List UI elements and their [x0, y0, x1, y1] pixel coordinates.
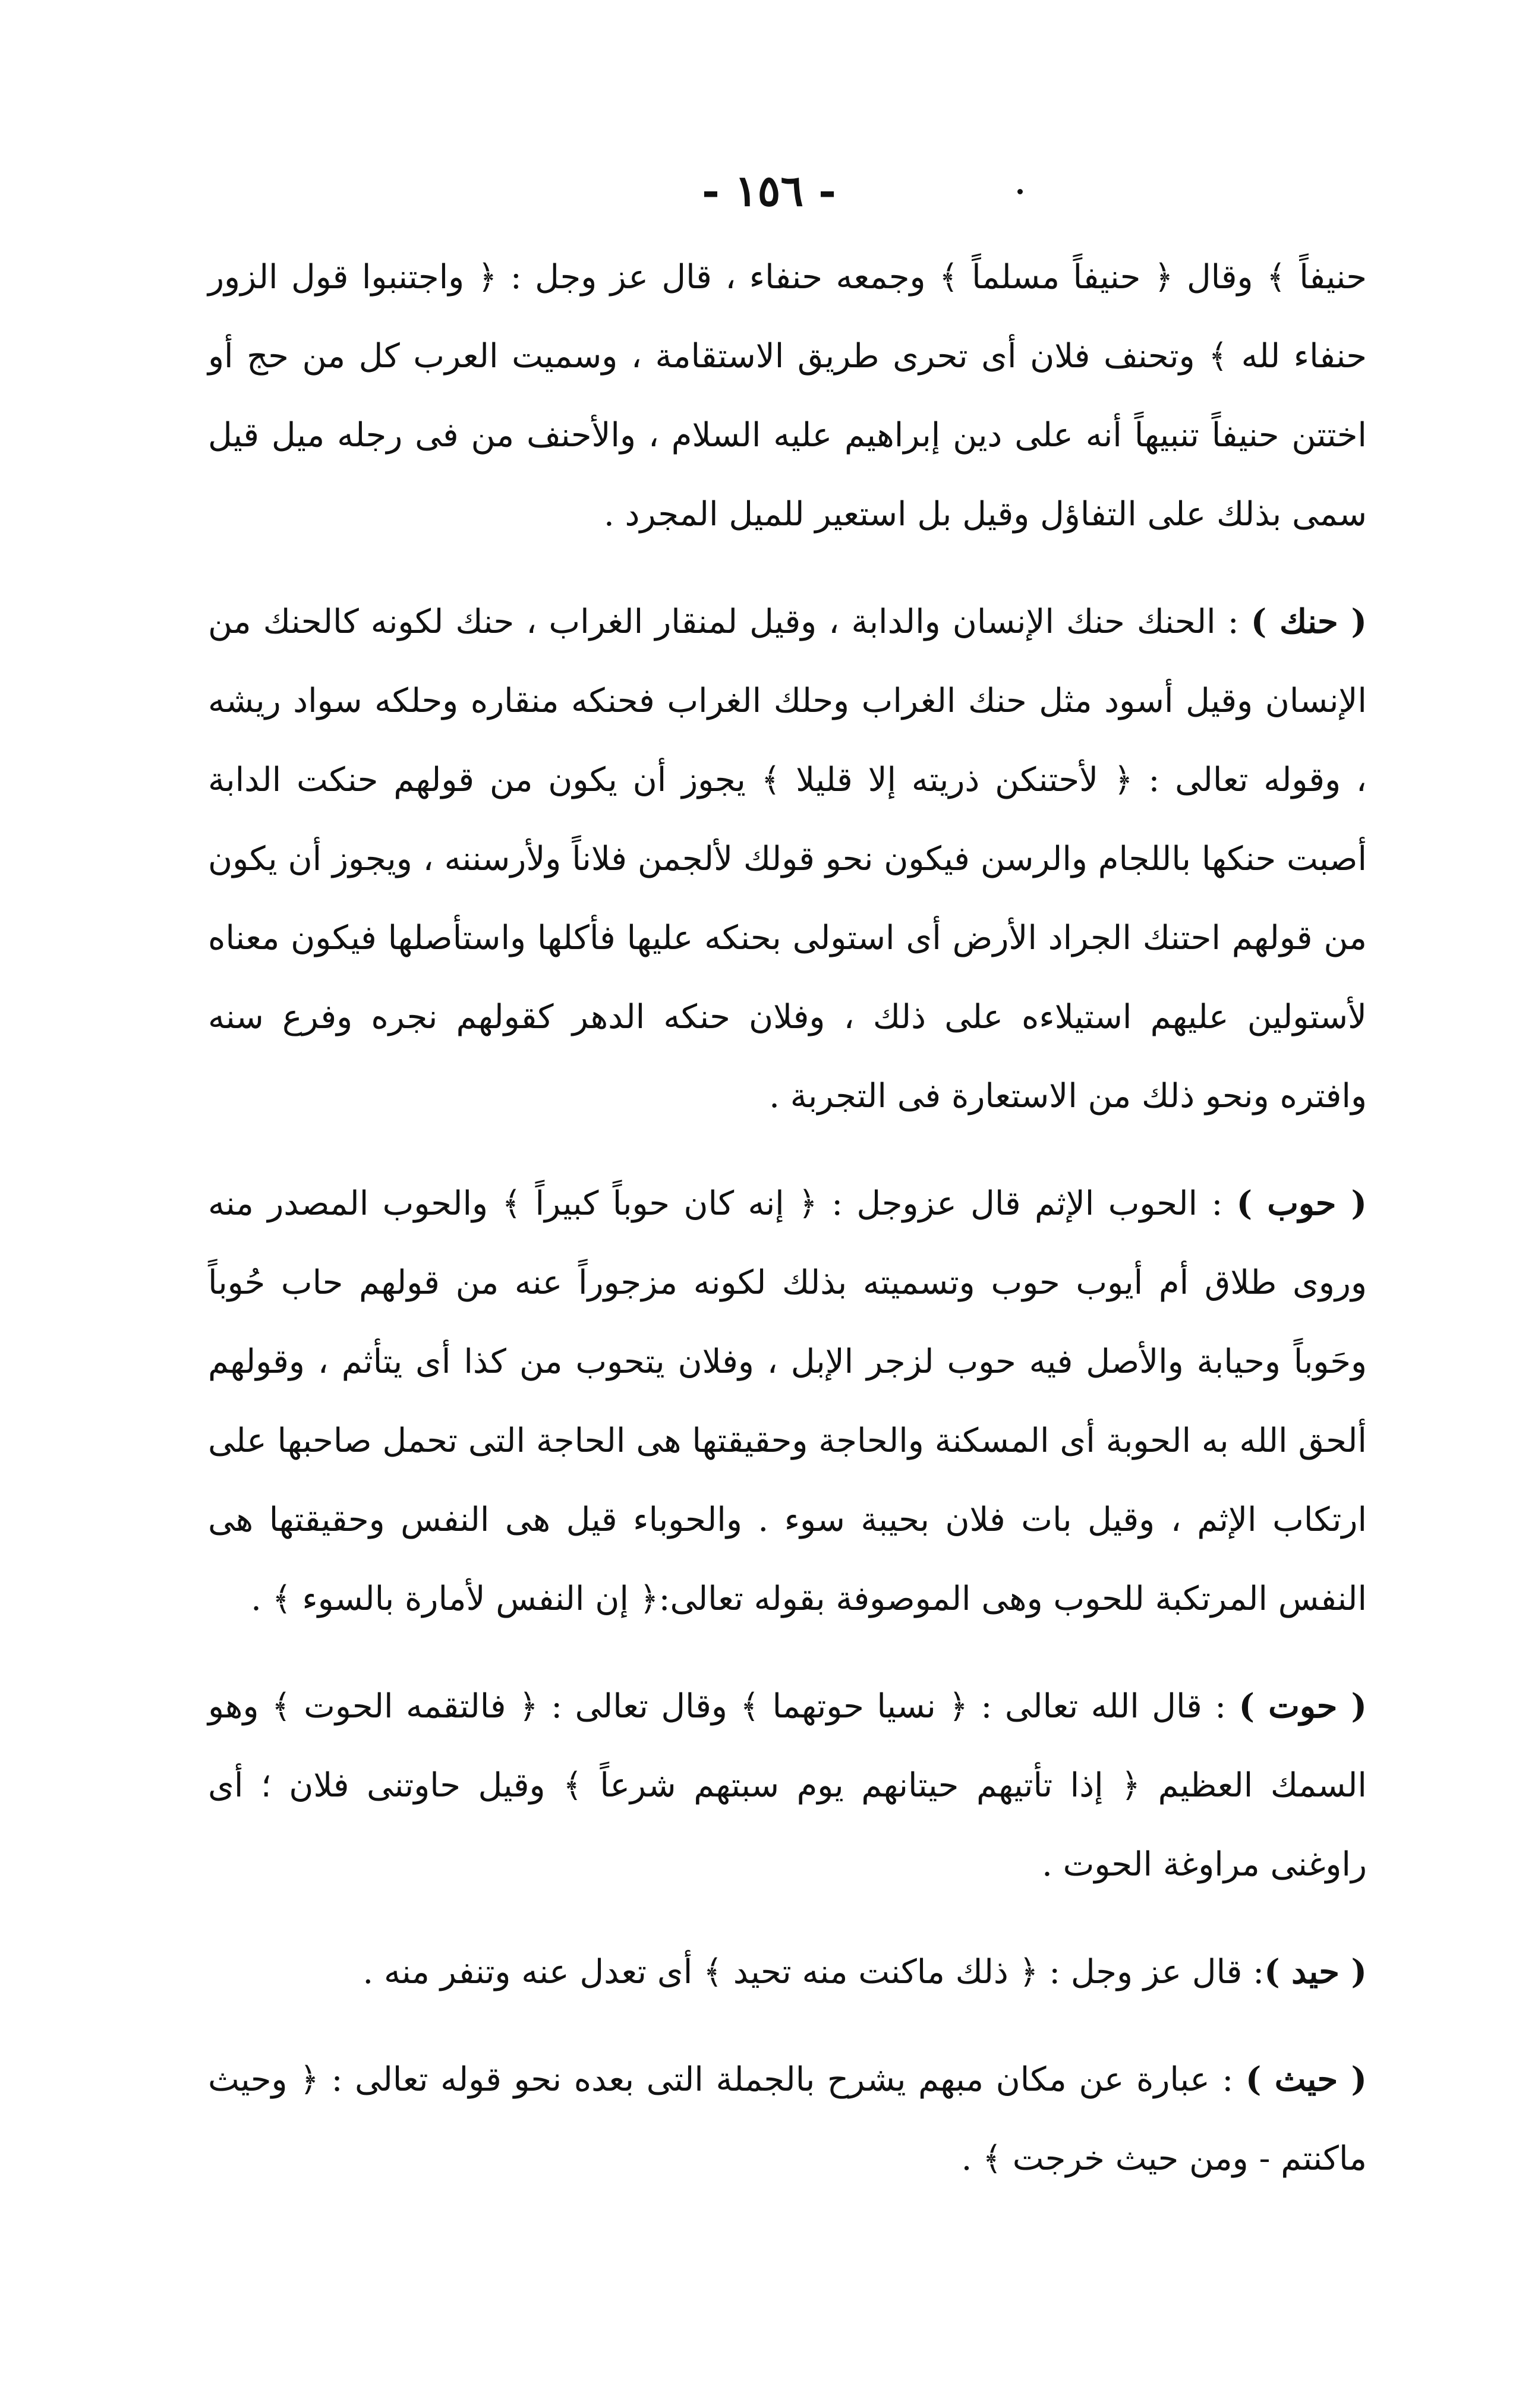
- entry-text: : عبارة عن مكان مبهم يشرح بالجملة التى بعده نحو قوله تعالى : ﴿ وحيث ماكنتم - ومن حيث خرجت ﴾ .: [208, 2060, 1367, 2178]
- entry-headword: ( حيد ): [1264, 1952, 1367, 1991]
- entry-haythu: [208, 2040, 1367, 2198]
- page-number: - ١٥٦ -: [702, 165, 836, 216]
- entry-hanak: [208, 582, 1367, 1136]
- entry-headword: ( حنك ): [1250, 602, 1367, 641]
- entry-text: : قال الله تعالى : ﴿ نسيا حوتهما ﴾ وقال تعالى : ﴿ فالتقمه الحوت ﴾ وهو السمك العظيم ﴿ إذا تأتيهم حيتانهم يوم سبتهم شرعاً ﴾ وقيل حاوتنى فلان ؛ أى راوغنى مراوغة الحوت .: [208, 1687, 1367, 1884]
- entry-text: : قال عز وجل : ﴿ ذلك ماكنت منه تحيد ﴾ أى تعدل عنه وتنفر منه .: [363, 1953, 1265, 1991]
- entry-headword: ( حيث ): [1245, 2060, 1367, 2099]
- entry-headword: ( حوب ): [1236, 1184, 1367, 1223]
- paragraph-text: حنيفاً ﴾ وقال ﴿ حنيفاً مسلماً ﴾ وجمعه حنفاء ، قال عز وجل : ﴿ واجتنبوا قول الزور حنفاء لله ﴾ وتحنف فلان أى تحرى طريق الاستقامة ، وسميت العرب كل من حج أو اختتن حنيفاً تنبيهاً أنه على دين إبراهيم عليه السلام ، والأحنف من فى رجله ميل قيل سمى بذلك على التفاؤل وقيل بل استعير للميل المجرد .: [208, 258, 1367, 534]
- entry-hayd: [208, 1933, 1367, 2012]
- entry-text: : الحوب الإثم قال عزوجل : ﴿ إنه كان حوباً كبيراً ﴾ والحوب المصدر منه وروى طلاق أم أيوب حوب وتسميته بذلك لكونه مزجوراً عنه من قولهم حاب حُوباً وحَوباً وحيابة والأصل فيه حوب لزجر الإبل ، وفلان يتحوب من كذا أى يتأثم ، وقولهم ألحق الله به الحوبة أى المسكنة والحاجة وحقيقتها هى الحاجة التى تحمل صاحبها على ارتكاب الإثم ، وقيل بات فلان بحيبة سوء . والحوباء قيل هى النفس وحقيقتها هى النفس المرتكبة للحوب وهى الموصوفة بقوله تعالى:﴿ إن النفس لأمارة بالسوء ﴾ .: [208, 1184, 1367, 1618]
- margin-dot: [1017, 189, 1023, 194]
- entry-headword: ( حوت ): [1238, 1687, 1367, 1726]
- text-body: [208, 238, 1367, 2198]
- entry-hawb: [208, 1164, 1367, 1638]
- paragraph-continuation: [208, 238, 1367, 554]
- entry-text: : الحنك حنك الإنسان والدابة ، وقيل لمنقار الغراب ، حنك لكونه كالحنك من الإنسان وقيل أسود مثل حنك الغراب وحلك الغراب فحنكه منقاره وحلكه سواد ريشه ، وقوله تعالى : ﴿ لأحتنكن ذريته إلا قليلا ﴾ يجوز أن يكون من قولهم حنكت الدابة أصبت حنكها باللجام والرسن فيكون نحو قولك لألجمن فلاناً ولأرسننه ، ويجوز أن يكون من قولهم احتنك الجراد الأرض أى استولى بحنكه عليها فأكلها واستأصلها فيكون معناه لأستولين عليهم استيلاءه على ذلك ، وفلان حنكه الدهر كقولهم نجره وفرع سنه وافتره ونحو ذلك من الاستعارة فى التجربة .: [208, 603, 1367, 1115]
- entry-hut: [208, 1667, 1367, 1904]
